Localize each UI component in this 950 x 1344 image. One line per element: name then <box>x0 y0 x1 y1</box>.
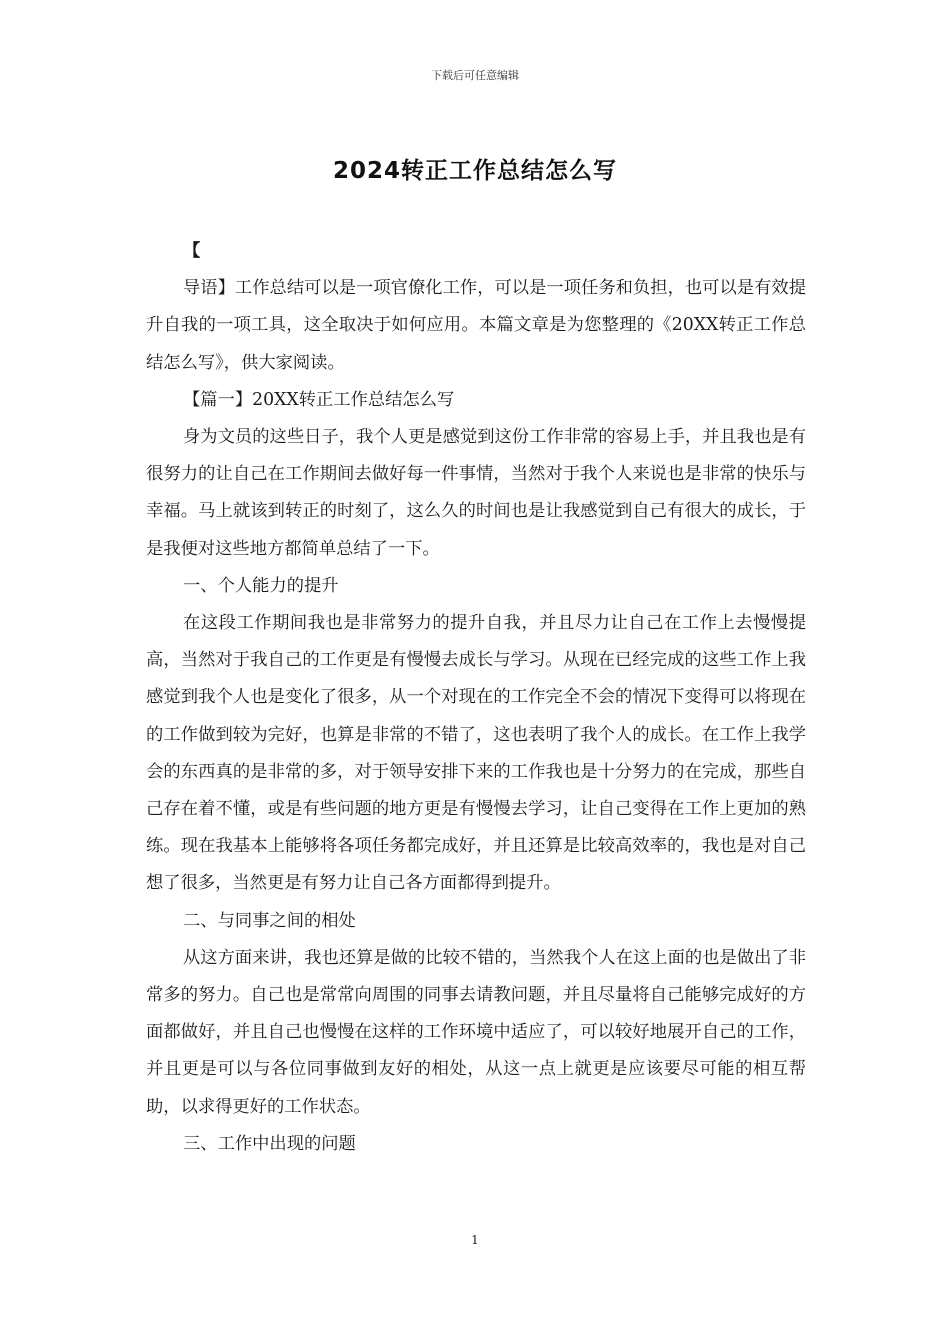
paragraph-bracket: 【 <box>183 241 201 261</box>
paragraph-ability: 在这段工作期间我也是非常努力的提升自我，并且尽力让自己在工作上去慢慢提高，当然对于我自己的工作更是有慢慢去成长与学习。从现在已经完成的这些工作上我感觉到我个人也是变化了很多，从一个对现在的工作完全不会的情况下变得可以将现在的工作做到较为完好，也算是非常的不错了，这也表明了我个人的成长。在工作上我学会的东西真的是非常的多，对于领导安排下来的工作我也是十分努力的在完成，那些自己存在着不懂，或是有些问题的地方更是有慢慢去学习，让自己变得在工作上更加的熟练。现在我基本上能够将各项任务都完成好，并且还算是比较高效率的，我也是对自己想了很多，当然更是有努力让自己各方面都得到提升。 <box>146 613 806 894</box>
document-body <box>146 233 806 1163</box>
page-number: 1 <box>471 1233 479 1247</box>
paragraph-opening: 身为文员的这些日子，我个人更是感觉到这份工作非常的容易上手，并且我也是有很努力的让自己在工作期间去做好每一件事情，当然对于我个人来说也是非常的快乐与幸福。马上就该到转正的时刻了，这么久的时间也是让我感觉到自己有很大的成长，于是我便对这些地方都简单总结了一下。 <box>146 427 806 559</box>
section-heading-part-one: 【篇一】20XX转正工作总结怎么写 <box>183 389 455 410</box>
header-note: 下载后可任意编辑 <box>431 69 519 82</box>
document-title: 2024转正工作总结怎么写 <box>332 158 617 184</box>
paragraph-intro: 导语】工作总结可以是一项官僚化工作，可以是一项任务和负担，也可以是有效提升自我的一项工具，这全取决于如何应用。本篇文章是为您整理的《20XX转正工作总结怎么写》，供大家阅读。 <box>146 278 806 373</box>
section-heading-ability: 一、个人能力的提升 <box>183 575 339 596</box>
section-heading-problems: 三、工作中出现的问题 <box>183 1133 356 1154</box>
section-heading-colleagues: 二、与同事之间的相处 <box>183 910 356 931</box>
paragraph-colleagues: 从这方面来讲，我也还算是做的比较不错的，当然我个人在这上面的也是做出了非常多的努力。自己也是常常向周围的同事去请教问题，并且尽量将自己能够完成好的方面都做好，并且自己也慢慢在这样的工作环境中适应了，可以较好地展开自己的工作，并且更是可以与各位同事做到友好的相处，从这一点上就更是应该要尽可能的相互帮助，以求得更好的工作状态。 <box>146 947 806 1117</box>
